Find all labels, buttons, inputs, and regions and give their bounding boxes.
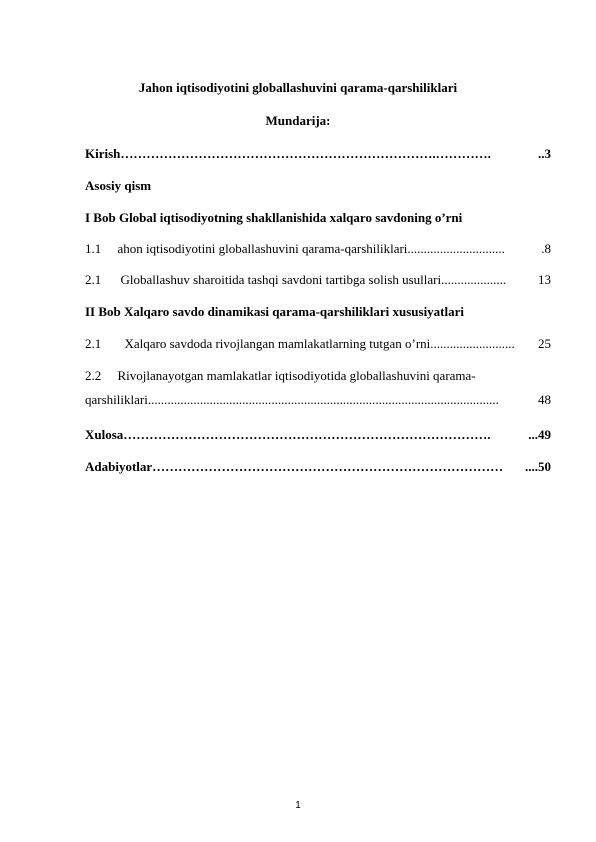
toc-entry-label: ahon iqtisodiyotini globallashuvini qarama-qarshiliklari [117,241,408,256]
toc-leader-dots: ............................................................................................................ [147,392,499,407]
toc-entry-label: Rivojlanayotgan mamlakatlar iqtisodiyotida globallashuvini qarama- [117,368,476,383]
toc-entry-2-1-a [85,272,551,288]
toc-page-number: 25 [538,336,551,351]
toc-section-asosiy: Asosiy qism [85,178,152,193]
toc-entry-label: Kirish [85,146,121,161]
toc-page-number: 13 [538,272,551,287]
toc-page-number: ....50 [525,459,551,474]
page-number: 1 [295,800,301,811]
toc-page-number: ...49 [528,427,551,442]
toc-leader-dots: ……………………………………………………………….…………. [120,146,491,161]
document-title: Jahon iqtisodiyotini globallashuvini qarama-qarshiliklari [138,80,458,95]
toc-leader-dots: …………………………………………………………………………. [123,427,491,442]
toc-entry-2-1-b [85,336,551,352]
toc-page-number: ..3 [538,146,551,161]
toc-heading: Mundarija: [265,113,331,128]
toc-chapter-1: I Bob Global iqtisodiyotning shakllanishida xalqaro savdoning o’rni [85,210,463,225]
toc-entry-label: Globallashuv sharoitida tashqi savdoni tartibga solish usullari [120,272,442,287]
toc-entry-adabiyotlar [85,459,551,475]
toc-page-number: .8 [541,241,551,256]
toc-entry-number: 2.2 [85,368,102,383]
toc-leader-dots: .......................... [430,336,515,351]
toc-leader-dots: ……………………………………………………………………… [152,459,504,474]
toc-entry-label: Adabiyotlar [85,459,153,474]
toc-entry-label-cont: qarshiliklari [85,392,148,407]
toc-entry-number: 1.1 [85,241,102,256]
toc-entry-label: Xalqaro savdoda rivojlangan mamlakatlarning tutgan o’rni [124,336,431,351]
toc-entry-1-1 [85,241,551,257]
toc-leader-dots: .................... [441,272,507,287]
toc-entry-2-2-line1 [85,368,551,384]
toc-entry-number: 2.1 [85,272,102,287]
toc-entry-label: Xulosa [85,427,124,442]
toc-entry-kirish [85,146,551,162]
toc-page-number: 48 [538,392,551,407]
toc-entry-2-2-line2 [85,392,551,408]
toc-chapter-2: II Bob Xalqaro savdo dinamikasi qarama-qarshiliklari xususiyatlari [85,304,465,319]
toc-entry-number: 2.1 [85,336,102,351]
toc-entry-xulosa [85,427,551,443]
toc-leader-dots: .............................. [407,241,505,256]
